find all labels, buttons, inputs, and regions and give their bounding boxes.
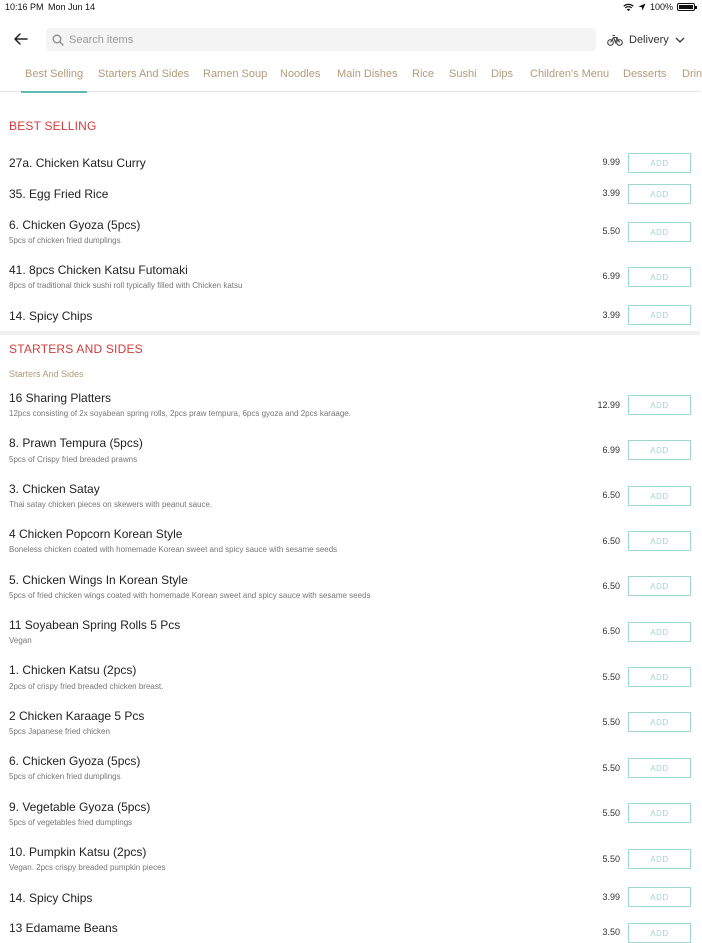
item-name: 14. Spicy Chips (9, 891, 93, 905)
add-button[interactable]: ADD (628, 267, 691, 287)
search-input[interactable] (69, 34, 549, 46)
item-description: 5pcs Japanese fried chicken (9, 727, 110, 736)
subsection-title: Starters And Sides (9, 369, 84, 379)
battery-icon (677, 3, 695, 11)
item-name: 27a. Chicken Katsu Curry (9, 156, 146, 170)
item-price: 6.50 (602, 626, 620, 636)
add-button[interactable]: ADD (628, 712, 691, 732)
status-date: Mon Jun 14 (48, 2, 96, 12)
add-button[interactable]: ADD (628, 531, 691, 551)
tab-noodles[interactable]: Noodles (280, 68, 321, 80)
item-name: 35. Egg Fried Rice (9, 187, 109, 201)
item-name: 10. Pumpkin Katsu (2pcs) (9, 845, 147, 859)
section-title-starters-and-sides: STARTERS AND SIDES (9, 342, 143, 356)
add-button[interactable]: ADD (628, 440, 691, 460)
item-price: 3.99 (602, 310, 620, 320)
back-button[interactable] (12, 30, 30, 48)
item-description: Vegan. 2pcs crispy breaded pumpkin pieces (9, 863, 166, 872)
add-button[interactable]: ADD (628, 395, 691, 415)
tab-main-dishes[interactable]: Main Dishes (337, 68, 398, 80)
item-price: 6.99 (602, 445, 620, 455)
item-name: 9. Vegetable Gyoza (5pcs) (9, 800, 151, 814)
delivery-label: Delivery (629, 34, 669, 46)
add-button[interactable]: ADD (628, 667, 691, 687)
item-price: 5.50 (602, 763, 620, 773)
add-button[interactable]: ADD (628, 803, 691, 823)
item-price: 6.99 (602, 271, 620, 281)
wifi-icon (623, 3, 634, 12)
add-button[interactable]: ADD (628, 622, 691, 642)
category-tabs (0, 62, 700, 92)
search-icon (52, 34, 64, 46)
item-name: 16 Sharing Platters (9, 391, 112, 405)
item-name: 6. Chicken Gyoza (5pcs) (9, 754, 141, 768)
tab-desserts[interactable]: Desserts (623, 68, 667, 80)
battery-percent: 100% (649, 2, 673, 12)
item-name: 8. Prawn Tempura (5pcs) (9, 436, 143, 450)
search-bar[interactable] (46, 28, 596, 51)
add-button[interactable]: ADD (628, 184, 691, 204)
tab-drinks[interactable]: Drin (682, 68, 702, 80)
delivery-selector[interactable] (607, 30, 685, 50)
item-price: 9.99 (602, 157, 620, 167)
item-price: 3.99 (602, 892, 620, 902)
add-button[interactable]: ADD (628, 305, 691, 325)
item-price: 6.50 (602, 490, 620, 500)
item-price: 5.50 (602, 672, 620, 682)
add-button[interactable]: ADD (628, 486, 691, 506)
add-button[interactable]: ADD (628, 849, 691, 869)
tab-childrens-menu[interactable]: Children's Menu (530, 68, 610, 80)
item-name: 11 Soyabean Spring Rolls 5 Pcs (9, 618, 181, 632)
item-description: Thai satay chicken pieces on skewers with peanut sauce. (9, 500, 213, 509)
item-description: 5pcs of vegetables fried dumplings (9, 818, 133, 827)
tab-dips[interactable]: Dips (491, 68, 514, 80)
chevron-down-icon (675, 37, 685, 43)
tab-rice[interactable]: Rice (412, 68, 435, 80)
add-button[interactable]: ADD (628, 758, 691, 778)
item-name: 5. Chicken Wings In Korean Style (9, 573, 188, 587)
item-price: 5.50 (602, 717, 620, 727)
item-price: 5.50 (602, 226, 620, 236)
tab-starters-and-sides[interactable]: Starters And Sides (98, 68, 190, 80)
add-button[interactable]: ADD (628, 923, 691, 943)
item-price: 5.50 (602, 854, 620, 864)
item-price: 6.50 (602, 581, 620, 591)
add-button[interactable]: ADD (628, 887, 691, 907)
item-name: 41. 8pcs Chicken Katsu Futomaki (9, 263, 188, 277)
add-button[interactable]: ADD (628, 153, 691, 173)
section-divider (0, 331, 700, 335)
location-arrow-icon (638, 3, 646, 11)
item-name: 6. Chicken Gyoza (5pcs) (9, 218, 141, 232)
item-name: 4 Chicken Popcorn Korean Style (9, 527, 183, 541)
back-arrow-icon (14, 33, 28, 45)
item-description: 12pcs consisting of 2x soyabean spring rolls, 2pcs praw tempura, 6pcs gyoza and 2pcs karaage. (9, 409, 351, 418)
status-time: 10:16 PM (5, 2, 44, 12)
tab-ramen-soup[interactable]: Ramen Soup (203, 68, 268, 80)
item-name: 2 Chicken Karaage 5 Pcs (9, 709, 145, 723)
item-price: 5.50 (602, 808, 620, 818)
item-description: 2pcs of crispy fried breaded chicken breast. (9, 682, 164, 691)
item-name: 3. Chicken Satay (9, 482, 100, 496)
top-bar (0, 26, 700, 54)
item-price: 6.50 (602, 536, 620, 546)
item-description: Vegan (9, 636, 32, 645)
item-description: 5pcs of chicken fried dumplings (9, 236, 121, 245)
bicycle-icon (607, 34, 623, 46)
item-name: 14. Spicy Chips (9, 309, 93, 323)
item-description: 5pcs of fried chicken wings coated with homemade Korean sweet and spicy sauce with sesame seeds (9, 591, 371, 600)
tab-sushi[interactable]: Sushi (449, 68, 477, 80)
section-title-best-selling: BEST SELLING (9, 119, 97, 133)
item-description: 5pcs of chicken fried dumplings (9, 772, 121, 781)
item-name: 13 Edamame Beans (9, 921, 118, 935)
status-indicators (623, 2, 695, 12)
add-button[interactable]: ADD (628, 576, 691, 596)
item-price: 12.99 (597, 400, 620, 410)
item-description: 5pcs of Crispy fried breaded prawns (9, 455, 138, 464)
tab-best-selling[interactable]: Best Selling (25, 68, 83, 92)
item-name: 1. Chicken Katsu (2pcs) (9, 663, 137, 677)
add-button[interactable]: ADD (628, 222, 691, 242)
status-bar (0, 0, 700, 16)
item-description: Boneless chicken coated with homemade Korean sweet and spicy sauce with sesame seeds (9, 545, 338, 554)
item-price: 3.99 (602, 188, 620, 198)
item-description: 8pcs of traditional thick sushi roll typically filled with Chicken katsu (9, 281, 243, 290)
item-price: 3.50 (602, 927, 620, 937)
